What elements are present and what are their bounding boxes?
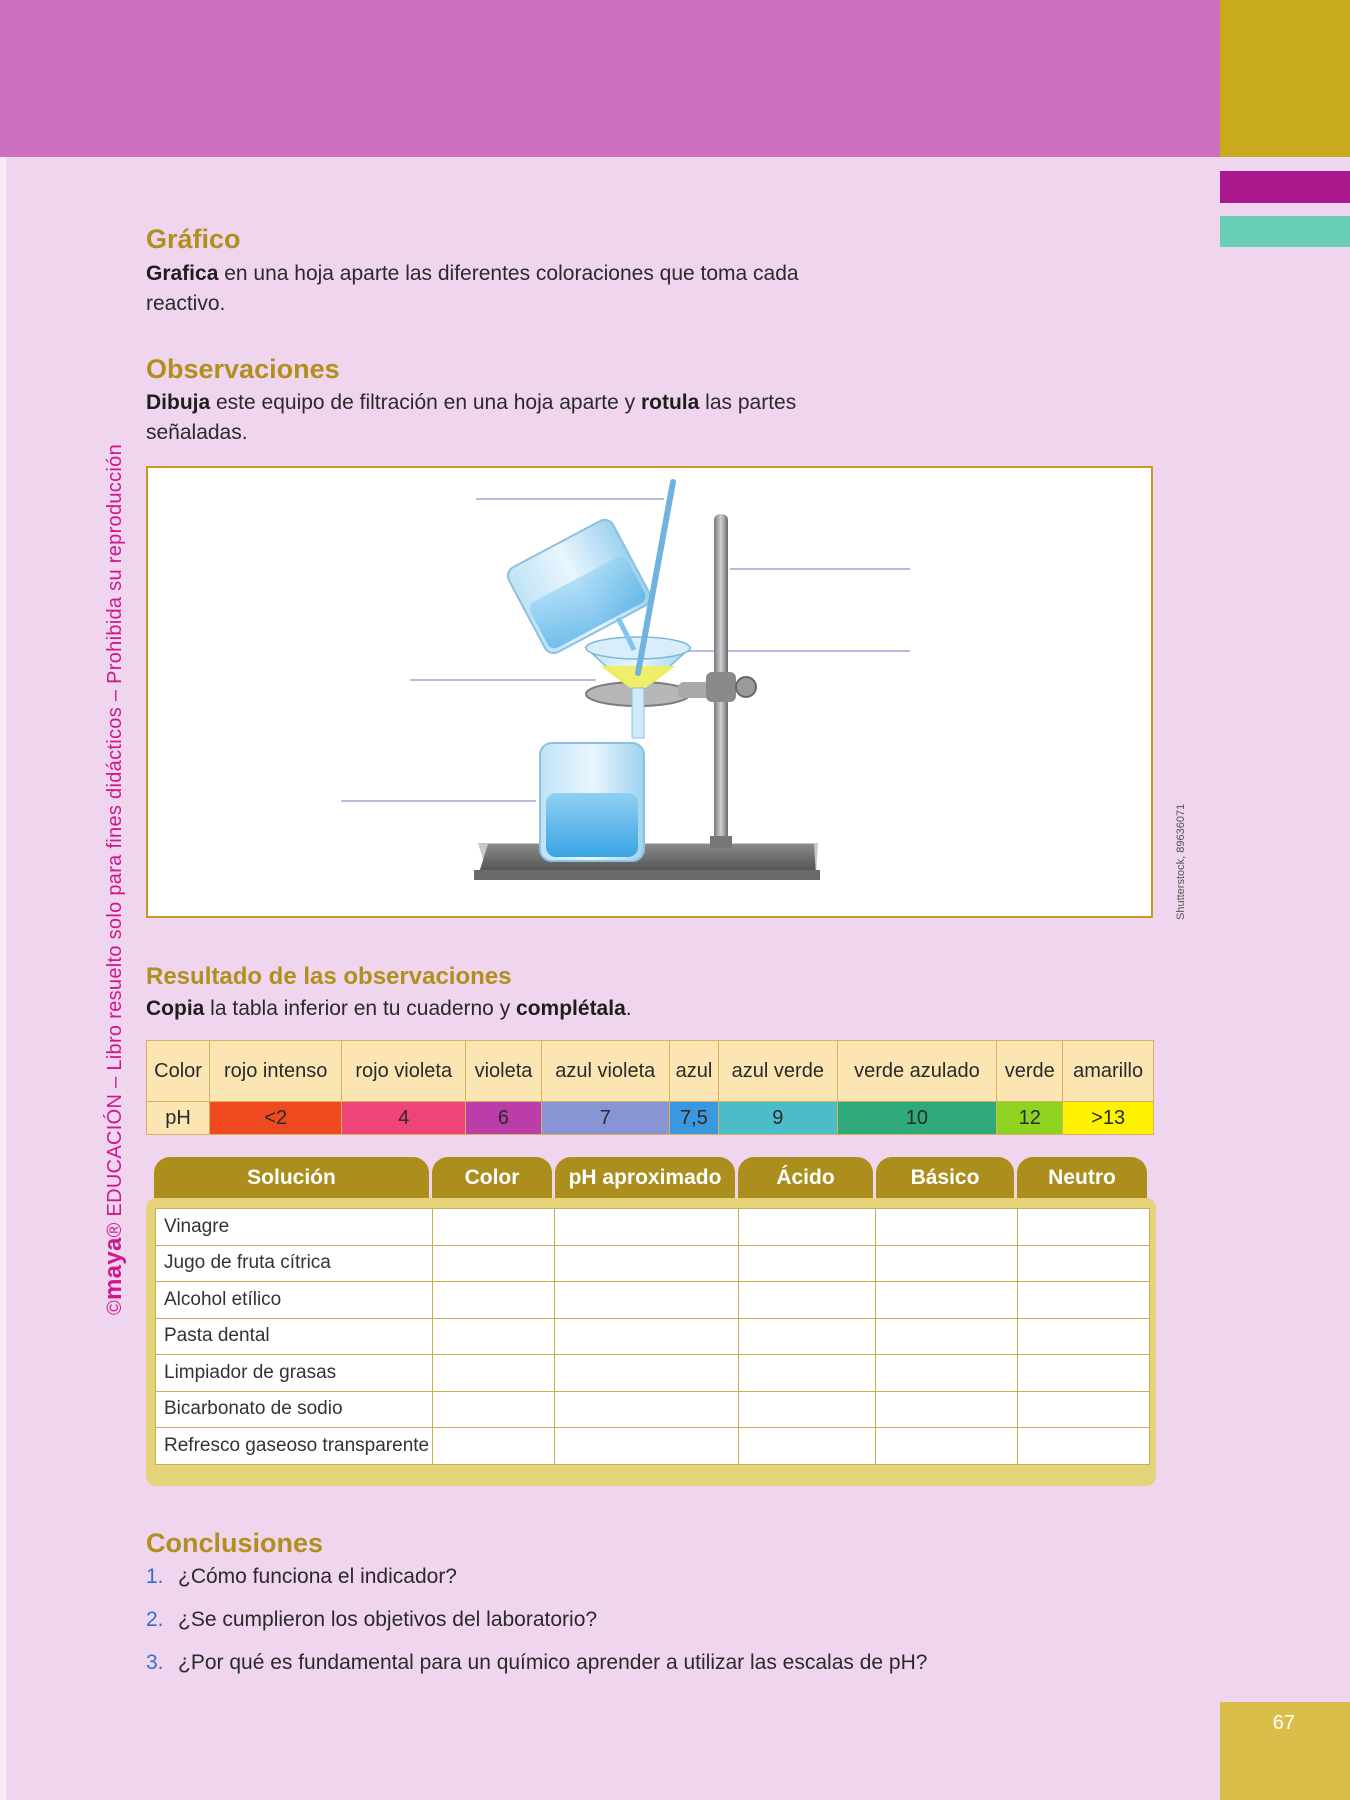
ph-value-cell: 4 [342,1102,466,1135]
header-solucion: Solución [154,1157,429,1198]
observaciones-text-1: este equipo de filtración en una hoja aparte y [210,391,641,414]
conclusion-item [146,1651,927,1675]
clamp-boss [706,672,736,702]
neutral-entry-cell[interactable] [1018,1318,1150,1355]
acid-entry-cell[interactable] [739,1428,876,1465]
resultado-verb-2: complétala [516,997,626,1020]
stand-base-edge [474,870,820,880]
page-number: 67 [1272,1712,1295,1734]
table-row [156,1282,1150,1319]
ph-value-cell: 7,5 [669,1102,718,1135]
filtration-figure [146,466,1153,918]
ph-entry-cell[interactable] [555,1282,739,1319]
neutral-entry-cell[interactable] [1018,1391,1150,1428]
resultado-instruction [146,994,1046,1024]
color-entry-cell[interactable] [433,1209,555,1246]
ph-row-label: pH [147,1102,210,1135]
ph-entry-cell[interactable] [555,1391,739,1428]
ph-value-cell: 6 [466,1102,542,1135]
grafico-title: Gráfico [146,224,241,254]
color-cell: amarillo [1063,1041,1154,1102]
color-cell: rojo intenso [210,1041,342,1102]
ph-entry-cell[interactable] [555,1318,739,1355]
image-credit: Shutterstock, 89636071 [1175,803,1187,920]
solution-name-cell: Alcohol etílico [156,1282,433,1319]
solution-name-cell: Refresco gaseoso transparente [156,1428,433,1465]
observaciones-verb-1: Dibuja [146,391,211,414]
pouring-beaker [504,516,653,656]
conclusion-item [146,1608,597,1632]
color-entry-cell[interactable] [433,1245,555,1282]
basic-entry-cell[interactable] [876,1428,1018,1465]
header-band [0,0,1220,157]
resultado-verb-1: Copia [146,997,205,1020]
conclusion-number: 3. [146,1651,164,1674]
copyright-notice: ® EDUCACIÓN – Libro resuelto solo para fines didácticos – Prohibida su reproducción [104,444,126,1238]
color-cell: rojo violeta [342,1041,466,1102]
neutral-entry-cell[interactable] [1018,1282,1150,1319]
conclusion-question: ¿Por qué es fundamental para un químico aprender a utilizar las escalas de pH? [178,1651,928,1674]
color-entry-cell[interactable] [433,1391,555,1428]
solution-name-cell: Jugo de fruta cítrica [156,1245,433,1282]
funnel-stem [632,688,644,738]
ph-value-cell: 10 [837,1102,997,1135]
color-cell: azul violeta [541,1041,669,1102]
neutral-entry-cell[interactable] [1018,1355,1150,1392]
filtration-apparatus-illustration [148,468,1151,916]
basic-entry-cell[interactable] [876,1282,1018,1319]
grafico-instruction [146,259,846,319]
observaciones-instruction [146,388,846,448]
color-cell: violeta [466,1041,542,1102]
grafico-verb: Grafica [146,262,219,285]
copyright-symbol: © [104,1299,126,1315]
resultado-text-1: la tabla inferior en tu cuaderno y [204,997,517,1020]
ph-entry-cell[interactable] [555,1355,739,1392]
color-entry-cell[interactable] [433,1428,555,1465]
section-tab-magenta [1220,171,1350,203]
ph-color-row [147,1041,1154,1102]
conclusion-number: 1. [146,1565,164,1588]
ph-value-cell: 9 [719,1102,837,1135]
conclusion-question: ¿Cómo funciona el indicador? [178,1565,457,1588]
basic-entry-cell[interactable] [876,1245,1018,1282]
ph-value-cell: 7 [541,1102,669,1135]
neutral-entry-cell[interactable] [1018,1209,1150,1246]
solution-table-headers [154,1156,1144,1198]
basic-entry-cell[interactable] [876,1355,1018,1392]
color-cell: verde [997,1041,1063,1102]
header-ph-aproximado: pH aproximado [555,1157,735,1198]
ph-entry-cell[interactable] [555,1209,739,1246]
color-entry-cell[interactable] [433,1355,555,1392]
observaciones-title: Observaciones [146,354,340,384]
acid-entry-cell[interactable] [739,1245,876,1282]
header-basico: Básico [876,1157,1014,1198]
ph-entry-cell[interactable] [555,1428,739,1465]
resultado-text-2: . [625,997,632,1020]
grafico-text: en una hoja aparte las diferentes coloraciones que toma cada reactivo. [146,262,799,315]
brand-logo-text: maya [100,1237,127,1300]
basic-entry-cell[interactable] [876,1209,1018,1246]
table-row [156,1318,1150,1355]
ph-value-cell: >13 [1063,1102,1154,1135]
conclusion-item [146,1565,457,1589]
color-cell: azul [669,1041,718,1102]
page-edge [0,157,6,1800]
acid-entry-cell[interactable] [739,1391,876,1428]
color-row-label: Color [147,1041,210,1102]
ph-value-cell: 12 [997,1102,1063,1135]
ph-value-cell: <2 [210,1102,342,1135]
basic-entry-cell[interactable] [876,1391,1018,1428]
ph-color-table [146,1040,1154,1135]
header-neutro: Neutro [1017,1157,1147,1198]
color-entry-cell[interactable] [433,1282,555,1319]
acid-entry-cell[interactable] [739,1209,876,1246]
solution-table [155,1208,1150,1465]
basic-entry-cell[interactable] [876,1318,1018,1355]
neutral-entry-cell[interactable] [1018,1428,1150,1465]
stand-rod-foot [710,836,732,848]
collecting-beaker-liquid [546,793,638,857]
table-row [156,1355,1150,1392]
table-row [156,1391,1150,1428]
conclusion-question: ¿Se cumplieron los objetivos del laboratorio? [178,1608,598,1631]
resultado-title: Resultado de las observaciones [146,963,512,990]
color-cell: verde azulado [837,1041,997,1102]
acid-entry-cell[interactable] [739,1282,876,1319]
table-row [156,1245,1150,1282]
color-entry-cell[interactable] [433,1318,555,1355]
clamp-screw [736,677,756,697]
acid-entry-cell[interactable] [739,1355,876,1392]
ph-value-row [147,1102,1154,1135]
observaciones-verb-2: rotula [640,391,700,414]
acid-entry-cell[interactable] [739,1318,876,1355]
solution-name-cell: Pasta dental [156,1318,433,1355]
solution-name-cell: Limpiador de grasas [156,1355,433,1392]
table-row [156,1209,1150,1246]
conclusion-number: 2. [146,1608,164,1631]
table-row [156,1428,1150,1465]
header-acido: Ácido [738,1157,873,1198]
solution-name-cell: Bicarbonato de sodio [156,1391,433,1428]
color-cell: azul verde [719,1041,837,1102]
solution-name-cell: Vinagre [156,1209,433,1246]
corner-gold-block [1220,0,1350,157]
header-color: Color [432,1157,552,1198]
ph-entry-cell[interactable] [555,1245,739,1282]
neutral-entry-cell[interactable] [1018,1245,1150,1282]
conclusiones-title: Conclusiones [146,1528,324,1558]
copyright-side-text [100,444,128,1315]
observaciones-text-2: las partes señaladas. [146,391,797,444]
section-tab-teal [1220,216,1350,247]
funnel-rim [586,637,690,659]
